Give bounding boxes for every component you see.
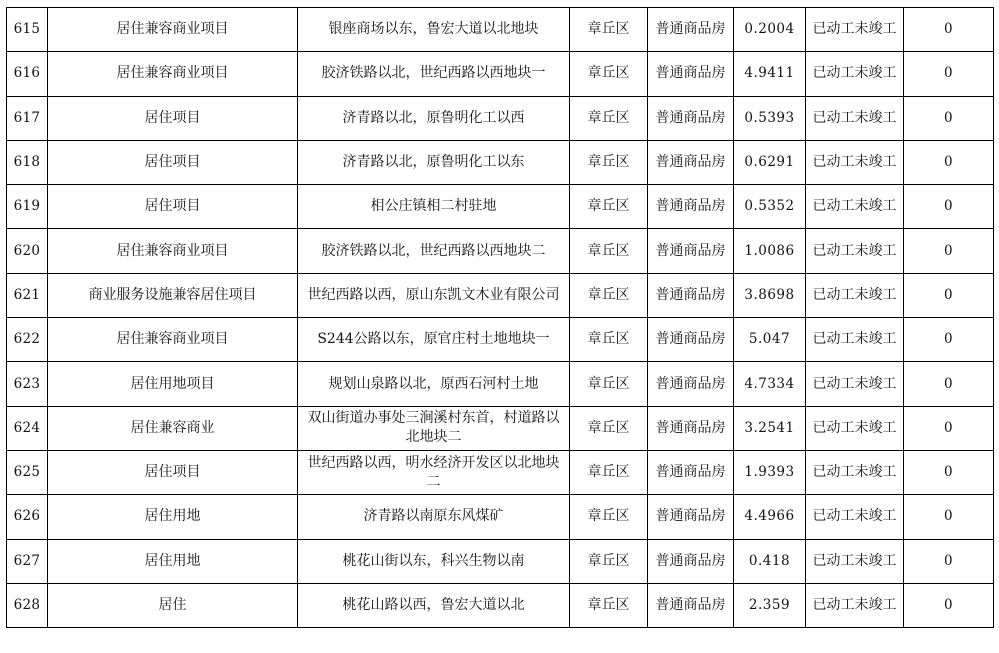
table-row xyxy=(7,273,994,317)
table-row xyxy=(7,185,994,229)
cell-area: 0.418 xyxy=(734,539,806,583)
cell-area: 2.359 xyxy=(734,583,806,627)
cell-serial-number: 620 xyxy=(7,229,48,273)
cell-value: 0 xyxy=(904,140,994,184)
cell-status: 已动工未竣工 xyxy=(806,318,904,362)
cell-housing-type: 普通商品房 xyxy=(648,450,734,494)
cell-status: 已动工未竣工 xyxy=(806,406,904,450)
cell-project-type: 商业服务设施兼容居住项目 xyxy=(48,273,298,317)
cell-area: 5.047 xyxy=(734,318,806,362)
cell-serial-number: 623 xyxy=(7,362,48,406)
cell-district: 章丘区 xyxy=(570,406,648,450)
table-row xyxy=(7,140,994,184)
cell-district: 章丘区 xyxy=(570,185,648,229)
cell-location: 银座商场以东，鲁宏大道以北地块 xyxy=(298,8,570,52)
cell-area: 3.8698 xyxy=(734,273,806,317)
cell-project-type: 居住用地 xyxy=(48,539,298,583)
table-row xyxy=(7,450,994,494)
cell-value: 0 xyxy=(904,52,994,96)
cell-project-type: 居住兼容商业项目 xyxy=(48,229,298,273)
cell-serial-number: 622 xyxy=(7,318,48,362)
cell-serial-number: 626 xyxy=(7,495,48,539)
cell-district: 章丘区 xyxy=(570,52,648,96)
table-row xyxy=(7,52,994,96)
cell-housing-type: 普通商品房 xyxy=(648,318,734,362)
cell-project-type: 居住项目 xyxy=(48,185,298,229)
cell-value: 0 xyxy=(904,273,994,317)
cell-status: 已动工未竣工 xyxy=(806,495,904,539)
cell-district: 章丘区 xyxy=(570,229,648,273)
cell-project-type: 居住兼容商业 xyxy=(48,406,298,450)
cell-project-type: 居住项目 xyxy=(48,140,298,184)
cell-value: 0 xyxy=(904,185,994,229)
cell-location: 桃花山路以西，鲁宏大道以北 xyxy=(298,583,570,627)
cell-location: 桃花山街以东，科兴生物以南 xyxy=(298,539,570,583)
cell-housing-type: 普通商品房 xyxy=(648,495,734,539)
cell-area: 0.5352 xyxy=(734,185,806,229)
cell-area: 4.4966 xyxy=(734,495,806,539)
cell-value: 0 xyxy=(904,450,994,494)
cell-district: 章丘区 xyxy=(570,96,648,140)
cell-district: 章丘区 xyxy=(570,539,648,583)
cell-location: 世纪西路以西，原山东凯文木业有限公司 xyxy=(298,273,570,317)
cell-district: 章丘区 xyxy=(570,318,648,362)
cell-status: 已动工未竣工 xyxy=(806,8,904,52)
cell-housing-type: 普通商品房 xyxy=(648,140,734,184)
cell-location: 济青路以北，原鲁明化工以东 xyxy=(298,140,570,184)
cell-status: 已动工未竣工 xyxy=(806,539,904,583)
cell-housing-type: 普通商品房 xyxy=(648,185,734,229)
cell-status: 已动工未竣工 xyxy=(806,450,904,494)
cell-district: 章丘区 xyxy=(570,8,648,52)
cell-project-type: 居住兼容商业项目 xyxy=(48,8,298,52)
cell-housing-type: 普通商品房 xyxy=(648,96,734,140)
cell-housing-type: 普通商品房 xyxy=(648,273,734,317)
cell-area: 0.5393 xyxy=(734,96,806,140)
cell-serial-number: 615 xyxy=(7,8,48,52)
cell-serial-number: 624 xyxy=(7,406,48,450)
table-row xyxy=(7,8,994,52)
table-row xyxy=(7,362,994,406)
cell-value: 0 xyxy=(904,495,994,539)
cell-project-type: 居住项目 xyxy=(48,96,298,140)
cell-location: 济青路以南原东风煤矿 xyxy=(298,495,570,539)
cell-status: 已动工未竣工 xyxy=(806,52,904,96)
cell-housing-type: 普通商品房 xyxy=(648,229,734,273)
cell-serial-number: 616 xyxy=(7,52,48,96)
cell-status: 已动工未竣工 xyxy=(806,185,904,229)
land-supply-table xyxy=(6,7,994,628)
cell-area: 0.6291 xyxy=(734,140,806,184)
table-body xyxy=(7,8,994,628)
cell-value: 0 xyxy=(904,406,994,450)
table-row xyxy=(7,539,994,583)
cell-project-type: 居住兼容商业项目 xyxy=(48,52,298,96)
cell-area: 0.2004 xyxy=(734,8,806,52)
cell-housing-type: 普通商品房 xyxy=(648,8,734,52)
cell-district: 章丘区 xyxy=(570,450,648,494)
cell-serial-number: 619 xyxy=(7,185,48,229)
cell-project-type: 居住兼容商业项目 xyxy=(48,318,298,362)
cell-serial-number: 627 xyxy=(7,539,48,583)
table-row xyxy=(7,406,994,450)
cell-value: 0 xyxy=(904,96,994,140)
cell-status: 已动工未竣工 xyxy=(806,140,904,184)
table-row xyxy=(7,96,994,140)
cell-value: 0 xyxy=(904,229,994,273)
cell-project-type: 居住用地 xyxy=(48,495,298,539)
table-row xyxy=(7,583,994,627)
cell-area: 3.2541 xyxy=(734,406,806,450)
cell-project-type: 居住 xyxy=(48,583,298,627)
table-row xyxy=(7,318,994,362)
cell-housing-type: 普通商品房 xyxy=(648,406,734,450)
cell-value: 0 xyxy=(904,539,994,583)
cell-location: 规划山泉路以北，原西石河村土地 xyxy=(298,362,570,406)
cell-location: 胶济铁路以北，世纪西路以西地块二 xyxy=(298,229,570,273)
cell-area: 4.9411 xyxy=(734,52,806,96)
cell-district: 章丘区 xyxy=(570,140,648,184)
cell-location: 济青路以北，原鲁明化工以西 xyxy=(298,96,570,140)
cell-serial-number: 625 xyxy=(7,450,48,494)
cell-location: 双山街道办事处三涧溪村东首，村道路以北地块二 xyxy=(298,406,570,450)
cell-housing-type: 普通商品房 xyxy=(648,583,734,627)
cell-district: 章丘区 xyxy=(570,362,648,406)
cell-district: 章丘区 xyxy=(570,273,648,317)
cell-status: 已动工未竣工 xyxy=(806,583,904,627)
cell-serial-number: 617 xyxy=(7,96,48,140)
cell-serial-number: 621 xyxy=(7,273,48,317)
cell-location: 相公庄镇相二村驻地 xyxy=(298,185,570,229)
table-row xyxy=(7,229,994,273)
cell-project-type: 居住项目 xyxy=(48,450,298,494)
cell-location: S244公路以东，原官庄村土地地块一 xyxy=(298,318,570,362)
cell-status: 已动工未竣工 xyxy=(806,273,904,317)
cell-location: 世纪西路以西，明水经济开发区以北地块二 xyxy=(298,450,570,494)
cell-area: 1.0086 xyxy=(734,229,806,273)
table-row xyxy=(7,495,994,539)
cell-status: 已动工未竣工 xyxy=(806,362,904,406)
cell-serial-number: 628 xyxy=(7,583,48,627)
cell-housing-type: 普通商品房 xyxy=(648,362,734,406)
cell-status: 已动工未竣工 xyxy=(806,96,904,140)
cell-area: 1.9393 xyxy=(734,450,806,494)
cell-housing-type: 普通商品房 xyxy=(648,539,734,583)
cell-project-type: 居住用地项目 xyxy=(48,362,298,406)
cell-housing-type: 普通商品房 xyxy=(648,52,734,96)
cell-value: 0 xyxy=(904,362,994,406)
cell-value: 0 xyxy=(904,583,994,627)
cell-location: 胶济铁路以北，世纪西路以西地块一 xyxy=(298,52,570,96)
cell-serial-number: 618 xyxy=(7,140,48,184)
cell-area: 4.7334 xyxy=(734,362,806,406)
cell-value: 0 xyxy=(904,8,994,52)
cell-district: 章丘区 xyxy=(570,583,648,627)
cell-value: 0 xyxy=(904,318,994,362)
cell-district: 章丘区 xyxy=(570,495,648,539)
cell-status: 已动工未竣工 xyxy=(806,229,904,273)
